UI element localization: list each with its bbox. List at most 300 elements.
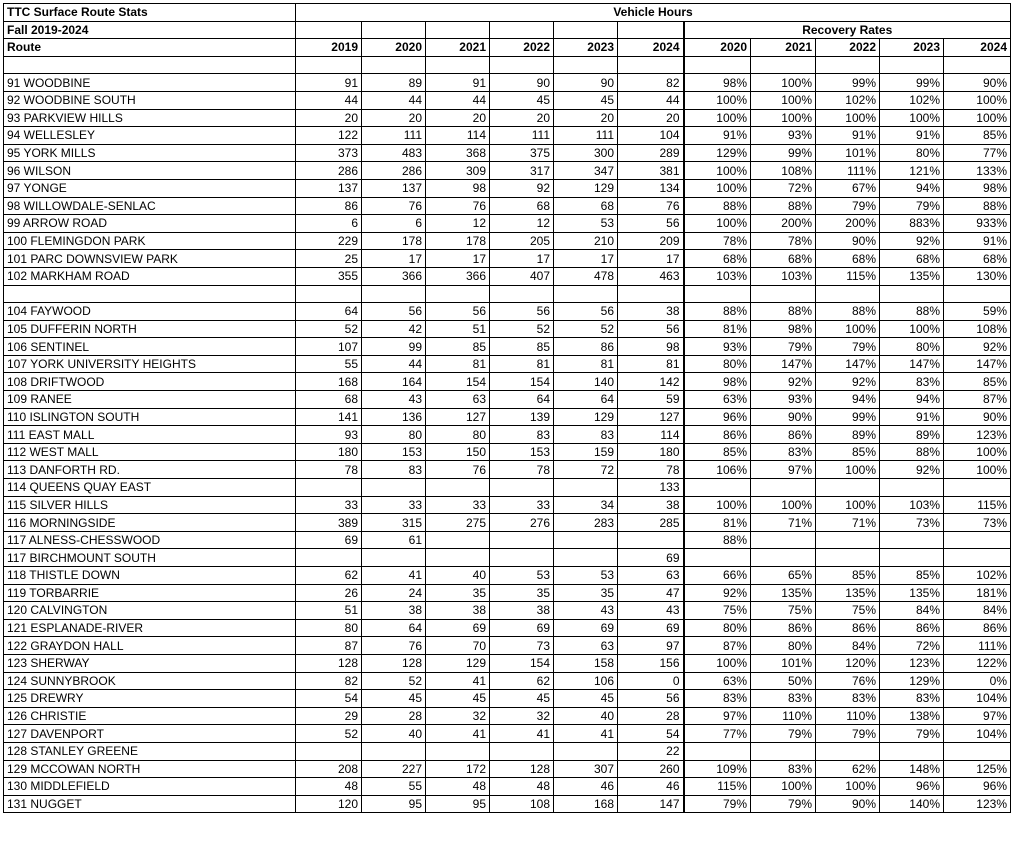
vehicle-hours-cell: 38 xyxy=(362,602,426,620)
vehicle-hours-cell: 52 xyxy=(554,320,618,338)
recovery-rate-cell: 88% xyxy=(751,197,816,215)
vehicle-hours-cell: 80 xyxy=(296,619,362,637)
vehicle-hours-cell: 51 xyxy=(296,602,362,620)
recovery-rate-cell: 100% xyxy=(816,320,880,338)
vehicle-hours-cell: 285 xyxy=(618,514,684,532)
recovery-rate-cell: 94% xyxy=(880,179,944,197)
vehicle-hours-cell: 64 xyxy=(296,303,362,321)
blank-cell xyxy=(554,56,618,74)
recovery-rate-cell: 135% xyxy=(816,584,880,602)
route-name-cell: 104 FAYWOOD xyxy=(4,303,296,321)
vehicle-hours-cell: 68 xyxy=(554,197,618,215)
recovery-rate-cell: 103% xyxy=(684,267,751,285)
vehicle-hours-cell: 53 xyxy=(554,567,618,585)
vehicle-hours-cell: 178 xyxy=(426,232,490,250)
vehicle-hours-cell: 38 xyxy=(490,602,554,620)
recovery-rate-cell: 111% xyxy=(944,637,1011,655)
vehicle-hours-cell: 45 xyxy=(490,91,554,109)
vehicle-hours-cell: 172 xyxy=(426,760,490,778)
vehicle-hours-cell: 309 xyxy=(426,162,490,180)
vehicle-hours-cell: 128 xyxy=(362,654,426,672)
recovery-rate-cell: 85% xyxy=(816,443,880,461)
vehicle-hours-cell xyxy=(426,531,490,549)
recovery-rate-cell: 100% xyxy=(684,91,751,109)
recovery-rate-cell: 135% xyxy=(880,267,944,285)
recovery-rate-cell: 85% xyxy=(880,567,944,585)
blank-row xyxy=(4,56,1011,74)
recovery-rate-cell: 63% xyxy=(684,391,751,409)
vehicle-hours-cell: 64 xyxy=(362,619,426,637)
recovery-rate-cell: 883% xyxy=(880,215,944,233)
vehicle-hours-cell: 24 xyxy=(362,584,426,602)
recovery-rate-cell: 102% xyxy=(880,91,944,109)
recovery-rate-cell: 103% xyxy=(751,267,816,285)
vehicle-hours-cell: 41 xyxy=(490,725,554,743)
recovery-rate-cell: 96% xyxy=(880,778,944,796)
recovery-rate-cell: 92% xyxy=(944,338,1011,356)
vehicle-hours-cell: 407 xyxy=(490,267,554,285)
vehicle-hours-cell: 83 xyxy=(490,426,554,444)
table-row xyxy=(4,162,1011,180)
vehicle-hours-cell: 69 xyxy=(618,549,684,567)
vehicle-hours-cell: 22 xyxy=(618,742,684,760)
recovery-rate-cell: 68% xyxy=(880,250,944,268)
recovery-rate-cell: 101% xyxy=(816,144,880,162)
recovery-rate-cell: 123% xyxy=(944,426,1011,444)
vehicle-hours-cell: 38 xyxy=(426,602,490,620)
vehicle-hours-cell: 114 xyxy=(618,426,684,444)
vehicle-hours-cell: 127 xyxy=(426,408,490,426)
vehicle-hours-cell: 52 xyxy=(296,725,362,743)
vehicle-hours-cell: 158 xyxy=(554,654,618,672)
recovery-rate-cell: 72% xyxy=(751,179,816,197)
route-name-cell: 97 YONGE xyxy=(4,179,296,197)
vehicle-hours-cell: 35 xyxy=(554,584,618,602)
vehicle-hours-cell: 97 xyxy=(618,637,684,655)
vehicle-hours-cell: 83 xyxy=(554,426,618,444)
vehicle-hours-cell: 137 xyxy=(362,179,426,197)
recovery-rate-cell: 80% xyxy=(684,619,751,637)
vehicle-hours-cell: 48 xyxy=(296,778,362,796)
table-row xyxy=(4,602,1011,620)
recovery-rate-cell: 88% xyxy=(684,531,751,549)
vehicle-hours-cell: 86 xyxy=(296,197,362,215)
vehicle-hours-cell: 44 xyxy=(362,91,426,109)
vehicle-hours-cell: 154 xyxy=(490,654,554,672)
route-name-cell: 94 WELLESLEY xyxy=(4,127,296,145)
vehicle-hours-cell: 46 xyxy=(618,778,684,796)
recovery-rate-cell: 71% xyxy=(751,514,816,532)
vehicle-hours-cell: 127 xyxy=(618,408,684,426)
recovery-rate-cell: 93% xyxy=(751,391,816,409)
vehicle-hours-cell: 154 xyxy=(426,373,490,391)
vehicle-hours-cell: 114 xyxy=(426,127,490,145)
recovery-rate-cell: 85% xyxy=(944,373,1011,391)
table-row xyxy=(4,320,1011,338)
vehicle-hours-cell: 122 xyxy=(296,127,362,145)
table-row xyxy=(4,742,1011,760)
vh-year-header: 2019 xyxy=(296,39,362,57)
vehicle-hours-cell: 45 xyxy=(554,91,618,109)
vehicle-hours-cell: 134 xyxy=(618,179,684,197)
vehicle-hours-cell: 95 xyxy=(426,795,490,813)
table-row xyxy=(4,584,1011,602)
vehicle-hours-cell: 104 xyxy=(618,127,684,145)
recovery-rate-cell: 90% xyxy=(944,408,1011,426)
table-row xyxy=(4,91,1011,109)
vehicle-hours-cell: 78 xyxy=(618,461,684,479)
table-row xyxy=(4,567,1011,585)
recovery-rate-cell xyxy=(751,549,816,567)
vehicle-hours-cell: 63 xyxy=(618,567,684,585)
route-name-cell: 101 PARC DOWNSVIEW PARK xyxy=(4,250,296,268)
route-name-cell: 121 ESPLANADE-RIVER xyxy=(4,619,296,637)
vehicle-hours-cell: 56 xyxy=(554,303,618,321)
vehicle-hours-cell: 29 xyxy=(296,707,362,725)
blank-cell xyxy=(751,56,816,74)
recovery-rate-cell: 200% xyxy=(751,215,816,233)
vehicle-hours-cell: 276 xyxy=(490,514,554,532)
recovery-rate-cell: 97% xyxy=(684,707,751,725)
vehicle-hours-cell: 44 xyxy=(296,91,362,109)
recovery-rate-cell xyxy=(880,742,944,760)
vehicle-hours-cell: 63 xyxy=(554,637,618,655)
recovery-rate-cell: 86% xyxy=(880,619,944,637)
table-row xyxy=(4,303,1011,321)
vehicle-hours-cell: 40 xyxy=(554,707,618,725)
recovery-rate-cell: 86% xyxy=(684,426,751,444)
recovery-rate-cell: 90% xyxy=(816,232,880,250)
blank-cell xyxy=(490,285,554,303)
vehicle-hours-cell: 33 xyxy=(362,496,426,514)
recovery-rate-cell xyxy=(751,742,816,760)
recovery-rate-cell: 65% xyxy=(751,567,816,585)
recovery-rate-cell xyxy=(880,549,944,567)
vehicle-hours-cell: 54 xyxy=(618,725,684,743)
vehicle-hours-cell: 62 xyxy=(490,672,554,690)
blank-cell xyxy=(816,285,880,303)
vehicle-hours-cell: 463 xyxy=(618,267,684,285)
recovery-rate-cell: 63% xyxy=(684,672,751,690)
blank-cell xyxy=(362,56,426,74)
vehicle-hours-cell: 51 xyxy=(426,320,490,338)
table-row xyxy=(4,232,1011,250)
recovery-rate-cell: 91% xyxy=(684,127,751,145)
table-row xyxy=(4,690,1011,708)
recovery-rate-cell: 88% xyxy=(880,303,944,321)
vehicle-hours-cell: 64 xyxy=(554,391,618,409)
route-name-cell: 116 MORNINGSIDE xyxy=(4,514,296,532)
vehicle-hours-cell: 56 xyxy=(362,303,426,321)
vehicle-hours-cell: 80 xyxy=(362,426,426,444)
vehicle-hours-cell: 381 xyxy=(618,162,684,180)
recovery-rate-cell: 99% xyxy=(816,408,880,426)
route-name-cell: 125 DREWRY xyxy=(4,690,296,708)
vehicle-hours-cell: 154 xyxy=(490,373,554,391)
recovery-rate-cell: 120% xyxy=(816,654,880,672)
vehicle-hours-cell: 286 xyxy=(296,162,362,180)
recovery-rate-cell: 83% xyxy=(684,690,751,708)
recovery-rate-cell: 89% xyxy=(816,426,880,444)
table-row xyxy=(4,426,1011,444)
recovery-rate-cell: 87% xyxy=(684,637,751,655)
recovery-rate-cell: 100% xyxy=(880,109,944,127)
route-name-cell: 115 SILVER HILLS xyxy=(4,496,296,514)
route-name-cell: 102 MARKHAM ROAD xyxy=(4,267,296,285)
vehicle-hours-cell: 140 xyxy=(554,373,618,391)
vehicle-hours-cell: 300 xyxy=(554,144,618,162)
vehicle-hours-cell: 32 xyxy=(490,707,554,725)
table-row xyxy=(4,514,1011,532)
recovery-rate-cell: 85% xyxy=(816,567,880,585)
recovery-rate-cell: 125% xyxy=(944,760,1011,778)
route-name-cell: 108 DRIFTWOOD xyxy=(4,373,296,391)
vehicle-hours-cell xyxy=(490,742,554,760)
recovery-rate-cell: 129% xyxy=(684,144,751,162)
vehicle-hours-cell: 478 xyxy=(554,267,618,285)
table-row xyxy=(4,179,1011,197)
recovery-rate-cell xyxy=(816,549,880,567)
table-row xyxy=(4,443,1011,461)
recovery-rate-cell: 99% xyxy=(816,74,880,92)
recovery-rate-cell: 108% xyxy=(944,320,1011,338)
vehicle-hours-cell: 33 xyxy=(296,496,362,514)
vehicle-hours-cell: 91 xyxy=(426,74,490,92)
vehicle-hours-cell: 98 xyxy=(618,338,684,356)
vehicle-hours-cell: 150 xyxy=(426,443,490,461)
rr-year-header: 2021 xyxy=(751,39,816,57)
recovery-rate-cell: 79% xyxy=(880,197,944,215)
recovery-rate-cell: 93% xyxy=(684,338,751,356)
recovery-rate-cell: 79% xyxy=(684,795,751,813)
recovery-rate-cell: 110% xyxy=(751,707,816,725)
recovery-rate-cell: 147% xyxy=(944,355,1011,373)
table-row xyxy=(4,672,1011,690)
route-name-cell: 128 STANLEY GREENE xyxy=(4,742,296,760)
vehicle-hours-cell: 41 xyxy=(362,567,426,585)
vehicle-hours-cell: 159 xyxy=(554,443,618,461)
route-name-cell: 113 DANFORTH RD. xyxy=(4,461,296,479)
recovery-rate-cell: 83% xyxy=(751,690,816,708)
vehicle-hours-cell: 45 xyxy=(490,690,554,708)
vehicle-hours-cell: 307 xyxy=(554,760,618,778)
vehicle-hours-cell: 93 xyxy=(296,426,362,444)
vehicle-hours-cell: 141 xyxy=(296,408,362,426)
route-name-cell: 96 WILSON xyxy=(4,162,296,180)
recovery-rate-cell: 88% xyxy=(880,443,944,461)
vehicle-hours-cell xyxy=(362,742,426,760)
recovery-rate-cell: 109% xyxy=(684,760,751,778)
recovery-rate-cell xyxy=(816,479,880,497)
recovery-rate-cell: 79% xyxy=(816,197,880,215)
route-name-cell: 129 MCCOWAN NORTH xyxy=(4,760,296,778)
route-name-cell: 91 WOODBINE xyxy=(4,74,296,92)
recovery-rate-cell: 129% xyxy=(880,672,944,690)
header-blank-cell xyxy=(426,21,490,39)
vehicle-hours-cell: 59 xyxy=(618,391,684,409)
recovery-rate-cell: 135% xyxy=(751,584,816,602)
recovery-rates-header: Recovery Rates xyxy=(684,21,1011,39)
vehicle-hours-cell: 38 xyxy=(618,496,684,514)
vehicle-hours-cell: 81 xyxy=(426,355,490,373)
recovery-rate-cell: 181% xyxy=(944,584,1011,602)
table-row xyxy=(4,408,1011,426)
recovery-rate-cell xyxy=(880,479,944,497)
recovery-rate-cell: 59% xyxy=(944,303,1011,321)
vehicle-hours-cell: 52 xyxy=(490,320,554,338)
vehicle-hours-cell: 153 xyxy=(362,443,426,461)
recovery-rate-cell: 102% xyxy=(816,91,880,109)
recovery-rate-cell: 98% xyxy=(944,179,1011,197)
vehicle-hours-cell: 43 xyxy=(618,602,684,620)
vehicle-hours-cell: 210 xyxy=(554,232,618,250)
recovery-rate-cell: 100% xyxy=(816,778,880,796)
recovery-rate-cell: 92% xyxy=(751,373,816,391)
vehicle-hours-cell: 164 xyxy=(362,373,426,391)
blank-cell xyxy=(4,56,296,74)
recovery-rate-cell: 123% xyxy=(944,795,1011,813)
vehicle-hours-cell: 52 xyxy=(296,320,362,338)
recovery-rate-cell: 933% xyxy=(944,215,1011,233)
vehicle-hours-cell: 61 xyxy=(362,531,426,549)
recovery-rate-cell: 96% xyxy=(684,408,751,426)
route-name-cell: 110 ISLINGTON SOUTH xyxy=(4,408,296,426)
route-column-header: Route xyxy=(4,39,296,57)
header-row-1 xyxy=(4,4,1011,22)
vehicle-hours-cell: 56 xyxy=(618,690,684,708)
recovery-rate-cell: 86% xyxy=(751,426,816,444)
route-name-cell: 107 YORK UNIVERSITY HEIGHTS xyxy=(4,355,296,373)
vehicle-hours-cell: 17 xyxy=(554,250,618,268)
vehicle-hours-cell: 20 xyxy=(362,109,426,127)
vehicle-hours-cell: 32 xyxy=(426,707,490,725)
vehicle-hours-cell: 20 xyxy=(618,109,684,127)
recovery-rate-cell: 88% xyxy=(751,303,816,321)
blank-cell xyxy=(618,285,684,303)
recovery-rate-cell: 84% xyxy=(816,637,880,655)
recovery-rate-cell: 98% xyxy=(684,373,751,391)
vehicle-hours-cell: 35 xyxy=(490,584,554,602)
recovery-rate-cell: 100% xyxy=(684,179,751,197)
recovery-rate-cell: 100% xyxy=(751,109,816,127)
recovery-rate-cell: 80% xyxy=(751,637,816,655)
vehicle-hours-cell: 129 xyxy=(554,179,618,197)
table-row xyxy=(4,391,1011,409)
vehicle-hours-cell xyxy=(296,479,362,497)
blank-cell xyxy=(880,56,944,74)
recovery-rate-cell: 100% xyxy=(944,461,1011,479)
recovery-rate-cell: 62% xyxy=(816,760,880,778)
vehicle-hours-cell: 286 xyxy=(362,162,426,180)
recovery-rate-cell: 84% xyxy=(944,602,1011,620)
vehicle-hours-cell: 227 xyxy=(362,760,426,778)
recovery-rate-cell xyxy=(684,742,751,760)
route-name-cell: 99 ARROW ROAD xyxy=(4,215,296,233)
vehicle-hours-cell: 53 xyxy=(554,215,618,233)
vehicle-hours-cell: 72 xyxy=(554,461,618,479)
vehicle-hours-cell: 62 xyxy=(296,567,362,585)
recovery-rate-cell: 106% xyxy=(684,461,751,479)
table-row xyxy=(4,760,1011,778)
recovery-rate-cell: 100% xyxy=(684,109,751,127)
recovery-rate-cell: 100% xyxy=(944,109,1011,127)
recovery-rate-cell: 96% xyxy=(944,778,1011,796)
table-row xyxy=(4,250,1011,268)
recovery-rate-cell: 100% xyxy=(944,443,1011,461)
vehicle-hours-cell: 168 xyxy=(554,795,618,813)
vehicle-hours-cell: 20 xyxy=(490,109,554,127)
route-name-cell: 117 BIRCHMOUNT SOUTH xyxy=(4,549,296,567)
header-blank-cell xyxy=(554,21,618,39)
vehicle-hours-cell xyxy=(296,549,362,567)
recovery-rate-cell xyxy=(684,479,751,497)
table-row xyxy=(4,144,1011,162)
recovery-rate-cell: 147% xyxy=(751,355,816,373)
vehicle-hours-cell: 209 xyxy=(618,232,684,250)
blank-cell xyxy=(684,56,751,74)
recovery-rate-cell: 100% xyxy=(816,496,880,514)
recovery-rate-cell: 91% xyxy=(880,127,944,145)
vehicle-hours-cell: 315 xyxy=(362,514,426,532)
header-row-3 xyxy=(4,39,1011,57)
vehicle-hours-cell: 156 xyxy=(618,654,684,672)
blank-cell xyxy=(362,285,426,303)
recovery-rate-cell: 90% xyxy=(816,795,880,813)
recovery-rate-cell: 148% xyxy=(880,760,944,778)
recovery-rate-cell: 87% xyxy=(944,391,1011,409)
vehicle-hours-cell: 111 xyxy=(554,127,618,145)
recovery-rate-cell: 90% xyxy=(751,408,816,426)
vehicle-hours-cell: 483 xyxy=(362,144,426,162)
vehicle-hours-cell: 69 xyxy=(490,619,554,637)
vehicle-hours-cell xyxy=(490,531,554,549)
table-row xyxy=(4,725,1011,743)
blank-cell xyxy=(751,285,816,303)
vehicle-hours-cell: 366 xyxy=(426,267,490,285)
recovery-rate-cell: 100% xyxy=(751,778,816,796)
recovery-rate-cell: 72% xyxy=(880,637,944,655)
recovery-rate-cell: 88% xyxy=(944,197,1011,215)
recovery-rate-cell: 50% xyxy=(751,672,816,690)
header-blank-cell xyxy=(490,21,554,39)
vehicle-hours-cell: 283 xyxy=(554,514,618,532)
vehicle-hours-cell: 289 xyxy=(618,144,684,162)
route-name-cell: 122 GRAYDON HALL xyxy=(4,637,296,655)
recovery-rate-cell xyxy=(816,742,880,760)
vehicle-hours-cell: 38 xyxy=(618,303,684,321)
table-row xyxy=(4,531,1011,549)
recovery-rate-cell: 85% xyxy=(684,443,751,461)
recovery-rate-cell: 92% xyxy=(880,232,944,250)
recovery-rate-cell: 80% xyxy=(684,355,751,373)
recovery-rate-cell: 102% xyxy=(944,567,1011,585)
vehicle-hours-cell: 56 xyxy=(618,320,684,338)
recovery-rate-cell: 80% xyxy=(880,338,944,356)
recovery-rate-cell: 99% xyxy=(880,74,944,92)
recovery-rate-cell: 89% xyxy=(880,426,944,444)
vehicle-hours-cell: 69 xyxy=(618,619,684,637)
recovery-rate-cell: 77% xyxy=(944,144,1011,162)
vehicle-hours-cell: 0 xyxy=(618,672,684,690)
recovery-rate-cell: 98% xyxy=(684,74,751,92)
vehicle-hours-cell: 44 xyxy=(426,91,490,109)
recovery-rate-cell: 78% xyxy=(751,232,816,250)
vehicle-hours-cell: 76 xyxy=(426,461,490,479)
vehicle-hours-cell: 28 xyxy=(362,707,426,725)
recovery-rate-cell xyxy=(751,531,816,549)
vehicle-hours-cell: 40 xyxy=(426,567,490,585)
recovery-rate-cell: 115% xyxy=(944,496,1011,514)
